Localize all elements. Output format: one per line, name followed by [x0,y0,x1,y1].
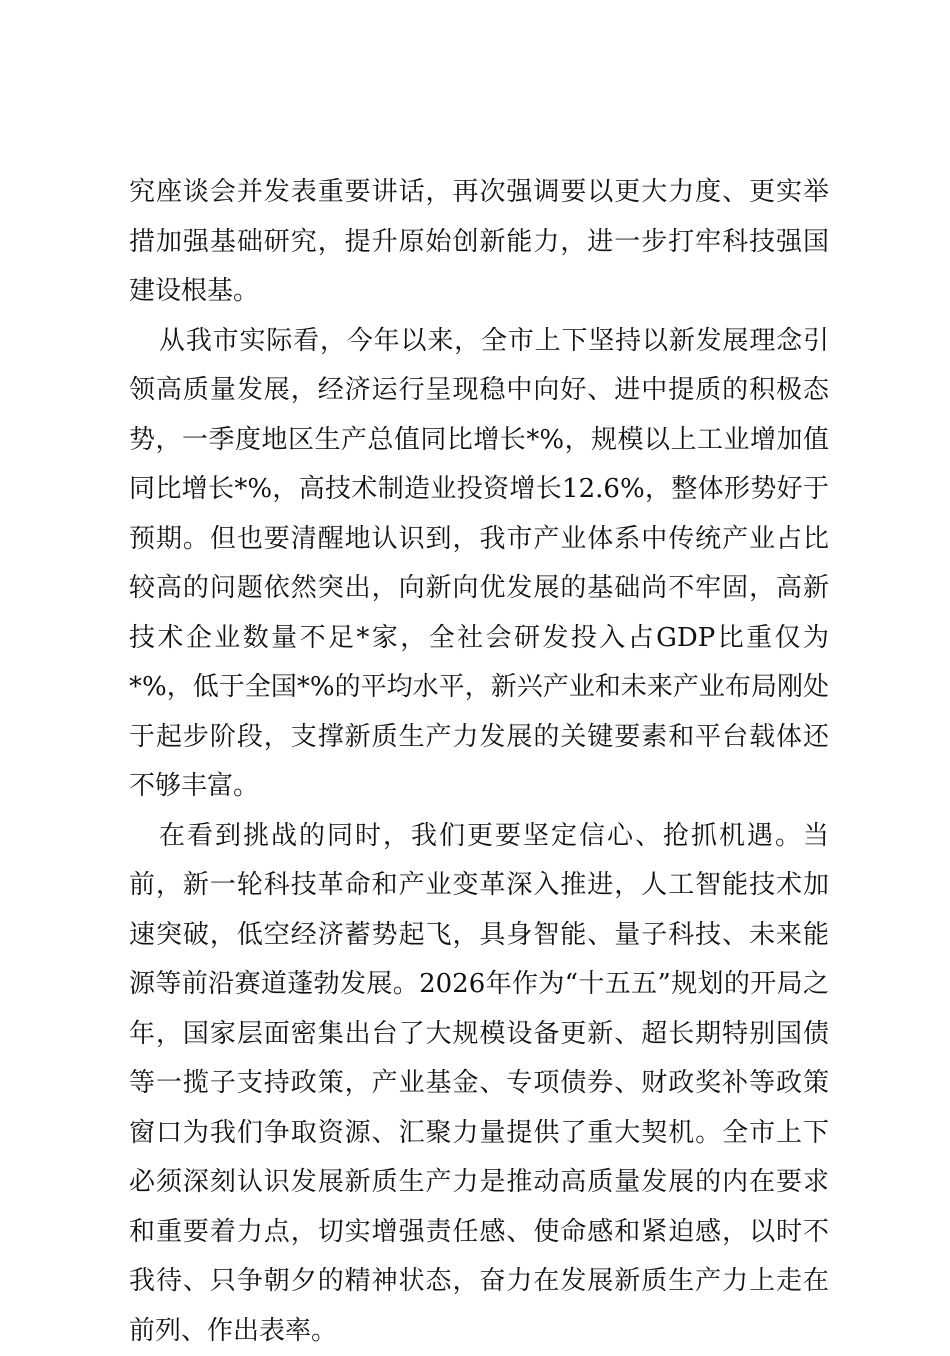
paragraph-current-situation: 从我市实际看，今年以来，全市上下坚持以新发展理念引领高质量发展，经济运行呈现稳中向好、进中提质的积极态势，一季度地区生产总值同比增长*%，规模以上工业增加值同比增长*%，高技术制造业投资增长12.6%，整体形势好于预期。但也要清醒地认识到，我市产业体系中传统产业占比较高的问题依然突出，向新向优发展的基础尚不牢固，高新技术企业数量不足*家，全社会研发投入占GDP比重仅为*%，低于全国*%的平均水平，新兴产业和未来产业布局刚处于起步阶段，支撑新质生产力发展的关键要素和平台载体还不够丰富。 [129,317,829,812]
body-text [129,168,829,1356]
paragraph-continuation: 究座谈会并发表重要讲话，再次强调要以更大力度、更实举措加强基础研究，提升原始创新能力，进一步打牢科技强国建设根基。 [129,168,829,317]
paragraph-opportunities: 在看到挑战的同时，我们更要坚定信心、抢抓机遇。当前，新一轮科技革命和产业变革深入推进，人工智能技术加速突破，低空经济蓄势起飞，具身智能、量子科技、未来能源等前沿赛道蓬勃发展。2026年作为“十五五”规划的开局之年，国家层面密集出台了大规模设备更新、超长期特别国债等一揽子支持政策，产业基金、专项债券、财政奖补等政策窗口为我们争取资源、汇聚力量提供了重大契机。全市上下必须深刻认识发展新质生产力是推动高质量发展的内在要求和重要着力点，切实增强责任感、使命感和紧迫感，以时不我待、只争朝夕的精神状态，奋力在发展新质生产力上走在前列、作出表率。 [129,812,829,1356]
